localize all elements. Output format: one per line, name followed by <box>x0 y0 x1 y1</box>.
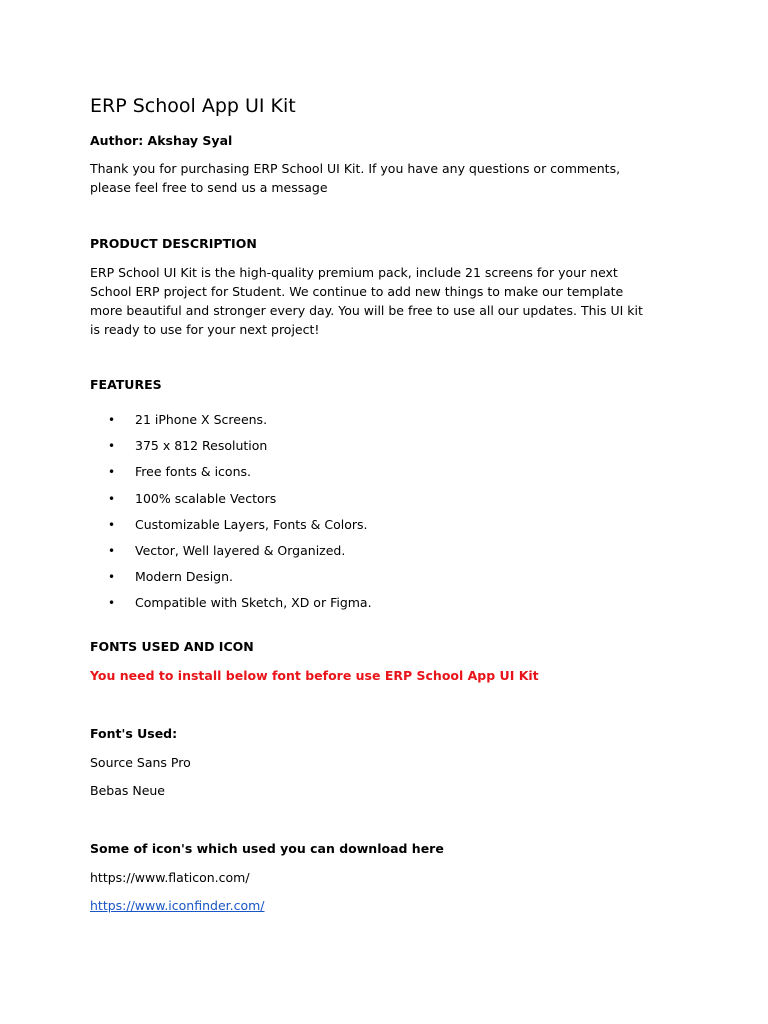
bullet-icon: • <box>108 413 116 427</box>
install-font-notice: You need to install below font before use ERP School App UI Kit <box>90 668 539 683</box>
icons-download-label: Some of icon's which used you can download here <box>90 841 444 856</box>
features-heading: FEATURES <box>90 377 162 392</box>
feature-text: 375 x 812 Resolution <box>135 438 268 454</box>
font-name: Bebas Neue <box>90 783 165 798</box>
product-line: is ready to use for your next project! <box>90 322 320 337</box>
feature-text: Vector, Well layered & Organized. <box>135 542 346 558</box>
author-line: Author: Akshay Syal <box>90 133 233 148</box>
fonts-and-icon-heading: FONTS USED AND ICON <box>90 639 254 654</box>
bullet-icon: • <box>108 491 116 506</box>
iconfinder-link[interactable]: https://www.iconfinder.com/ <box>90 898 265 913</box>
intro-line: Thank you for purchasing ERP School UI Kit. If you have any questions or comments, <box>90 161 621 176</box>
product-description-paragraph <box>90 263 660 339</box>
fonts-used-label: Font's Used: <box>90 726 178 741</box>
product-line: more beautiful and stronger every day. You will be free to use all our updates. This UI kit <box>90 303 643 318</box>
document-page <box>90 0 680 1024</box>
feature-text: 100% scalable Vectors <box>135 490 277 506</box>
bullet-icon: • <box>108 517 116 532</box>
bullet-icon: • <box>108 596 116 611</box>
feature-text: 21 iPhone X Screens. <box>135 412 268 427</box>
bullet-icon: • <box>108 543 116 558</box>
product-line: ERP School UI Kit is the high-quality premium pack, include 21 screens for your next <box>90 265 618 280</box>
intro-line: please feel free to send us a message <box>90 180 328 195</box>
intro-paragraph <box>90 159 660 197</box>
flaticon-link[interactable]: https://www.flaticon.com/ <box>90 870 250 885</box>
feature-text: Compatible with Sketch, XD or Figma. <box>135 595 372 611</box>
bullet-icon: • <box>108 465 116 480</box>
font-name: Source Sans Pro <box>90 755 191 770</box>
feature-text: Customizable Layers, Fonts & Colors. <box>135 516 368 532</box>
bullet-icon: • <box>108 570 116 585</box>
feature-text: Modern Design. <box>135 569 234 585</box>
document-title: ERP School App UI Kit <box>90 95 296 117</box>
product-line: School ERP project for Student. We continue to add new things to make our template <box>90 284 624 299</box>
bullet-icon: • <box>108 439 116 454</box>
product-description-heading: PRODUCT DESCRIPTION <box>90 236 257 251</box>
feature-text: Free fonts & icons. <box>135 464 251 480</box>
